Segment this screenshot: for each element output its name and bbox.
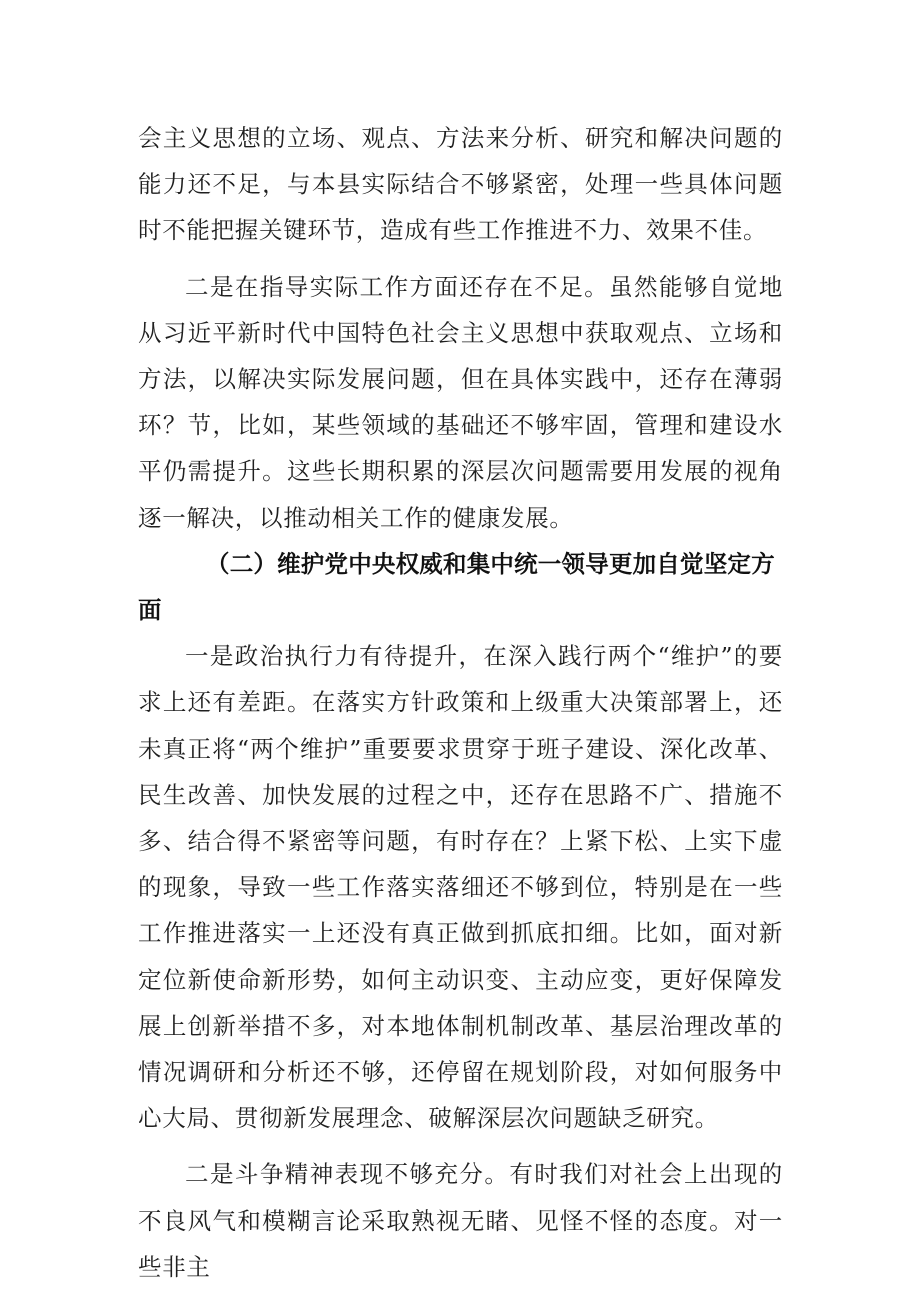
paragraph-fighting-spirit: 二是斗争精神表现不够充分。有时我们对社会上出现的不良风气和模糊言论采取熟视无睹、见怪不怪的态度。对一些非主 bbox=[138, 1160, 783, 1281]
paragraph-political-execution: 一是政治执行力有待提升，在深入践行两个“维护”的要求上还有差距。在落实方针政策和上级重大决策部署上，还未真正将“两个维护”重要要求贯穿于班子建设、深化改革、民生改善、加快发展的过程之中，还存在思路不广、措施不多、结合得不紧密等问题，有时存在？上紧下松、上实下虚的现象，导致一些工作落实落细还不够到位，特别是在一些工作推进落实一上还没有真正做到抓底扣细。比如，面对新定位新使命新形势，如何主动识变、主动应变，更好保障发展上创新举措不多，对本地体制机制改革、基层治理改革的情况调研和分析还不够，还停留在规划阶段，对如何服务中心大局、贯彻新发展理念、破解深层次问题缺乏研究。 bbox=[138, 642, 783, 1133]
paragraph-guidance-shortfall: 二是在指导实际工作方面还存在不足。虽然能够自觉地从习近平新时代中国特色社会主义思想中获取观点、立场和方法，以解决实际发展问题，但在具体实践中，还存在薄弱环？节，比如，某些领域的基础还不够牢固，管理和建设水平仍需提升。这些长期积累的深层次问题需要用发展的视角逐一解决，以推动相关工作的健康发展。 bbox=[138, 272, 783, 532]
section-heading: （二）维护党中央权威和集中统一领导更加自觉坚定方面 bbox=[138, 549, 775, 625]
paragraph-continuation: 会主义思想的立场、观点、方法来分析、研究和解决问题的能力还不足，与本县实际结合不够紧密，处理一些具体问题时不能把握关键环节，造成有些工作推进不力、效果不佳。 bbox=[138, 124, 783, 245]
document-body bbox=[138, 115, 783, 1290]
